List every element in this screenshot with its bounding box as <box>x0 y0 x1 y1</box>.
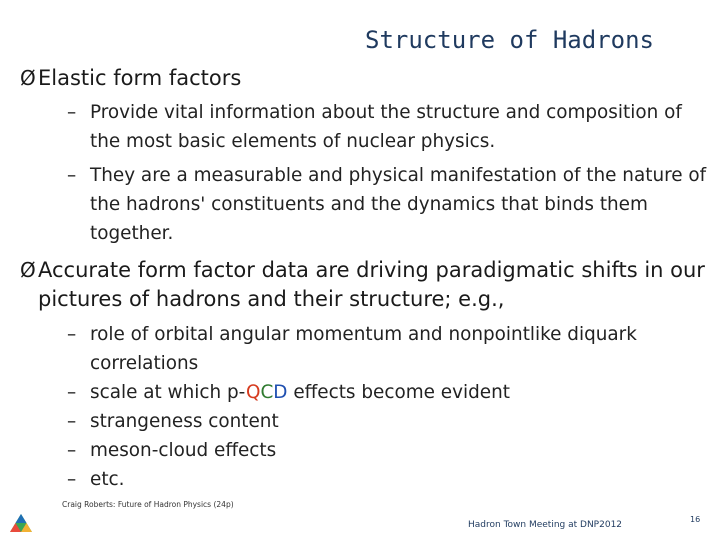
arrow-bullet-icon: Ø <box>20 66 36 90</box>
dash-bullet-icon: – <box>67 469 77 490</box>
sub-bullet-text: They are a measurable and physical manifestation of the nature of the hadrons' constituents and the dynamics that binds them together. <box>90 165 707 244</box>
bullet-text: Accurate form factor data are driving paradigmatic shifts in our pictures of hadrons and their structure; e.g., <box>38 258 705 311</box>
sub-bullet-text: role of orbital angular momentum and nonpointlike diquark correlations <box>90 324 637 374</box>
text-fragment: effects become evident <box>287 382 510 403</box>
sub-bullet <box>67 161 707 248</box>
sub-bullet-text: meson-cloud effects <box>90 440 277 461</box>
sub-bullet <box>67 407 707 436</box>
bullet-accurate-form-factor-data <box>20 256 708 314</box>
page-number: 16 <box>690 515 701 524</box>
arrow-bullet-icon: Ø <box>20 258 36 282</box>
sub-bullet-text <box>67 378 707 407</box>
footer-meeting-label: Hadron Town Meeting at DNP2012 <box>468 520 623 530</box>
citation: Craig Roberts: Future of Hadron Physics (24p) <box>62 500 234 509</box>
logo-icon <box>8 512 34 534</box>
sub-bullet <box>67 98 707 156</box>
dash-bullet-icon: – <box>67 165 77 186</box>
dash-bullet-icon: – <box>67 411 77 432</box>
sub-bullet <box>67 378 707 407</box>
text-fragment: scale at which p- <box>90 382 246 403</box>
dash-bullet-icon: – <box>67 382 77 403</box>
c-letter: C <box>260 382 274 403</box>
d-letter: D <box>273 382 288 403</box>
sub-bullet-text: etc. <box>90 469 125 490</box>
dash-bullet-icon: – <box>67 440 77 461</box>
sub-bullet <box>67 465 707 494</box>
q-letter: Q <box>245 382 261 403</box>
slide-title: Structure of Hadrons <box>365 26 654 54</box>
dash-bullet-icon: – <box>67 102 77 123</box>
bullet-elastic-form-factors <box>20 64 242 93</box>
sub-bullet-text: Provide vital information about the structure and composition of the most basic elements of nuclear physics. <box>90 102 682 152</box>
sub-bullet <box>67 320 707 378</box>
sub-bullet-text: strangeness content <box>90 411 279 432</box>
sub-bullet <box>67 436 707 465</box>
dash-bullet-icon: – <box>67 324 77 345</box>
bullet-text: Elastic form factors <box>38 66 242 90</box>
